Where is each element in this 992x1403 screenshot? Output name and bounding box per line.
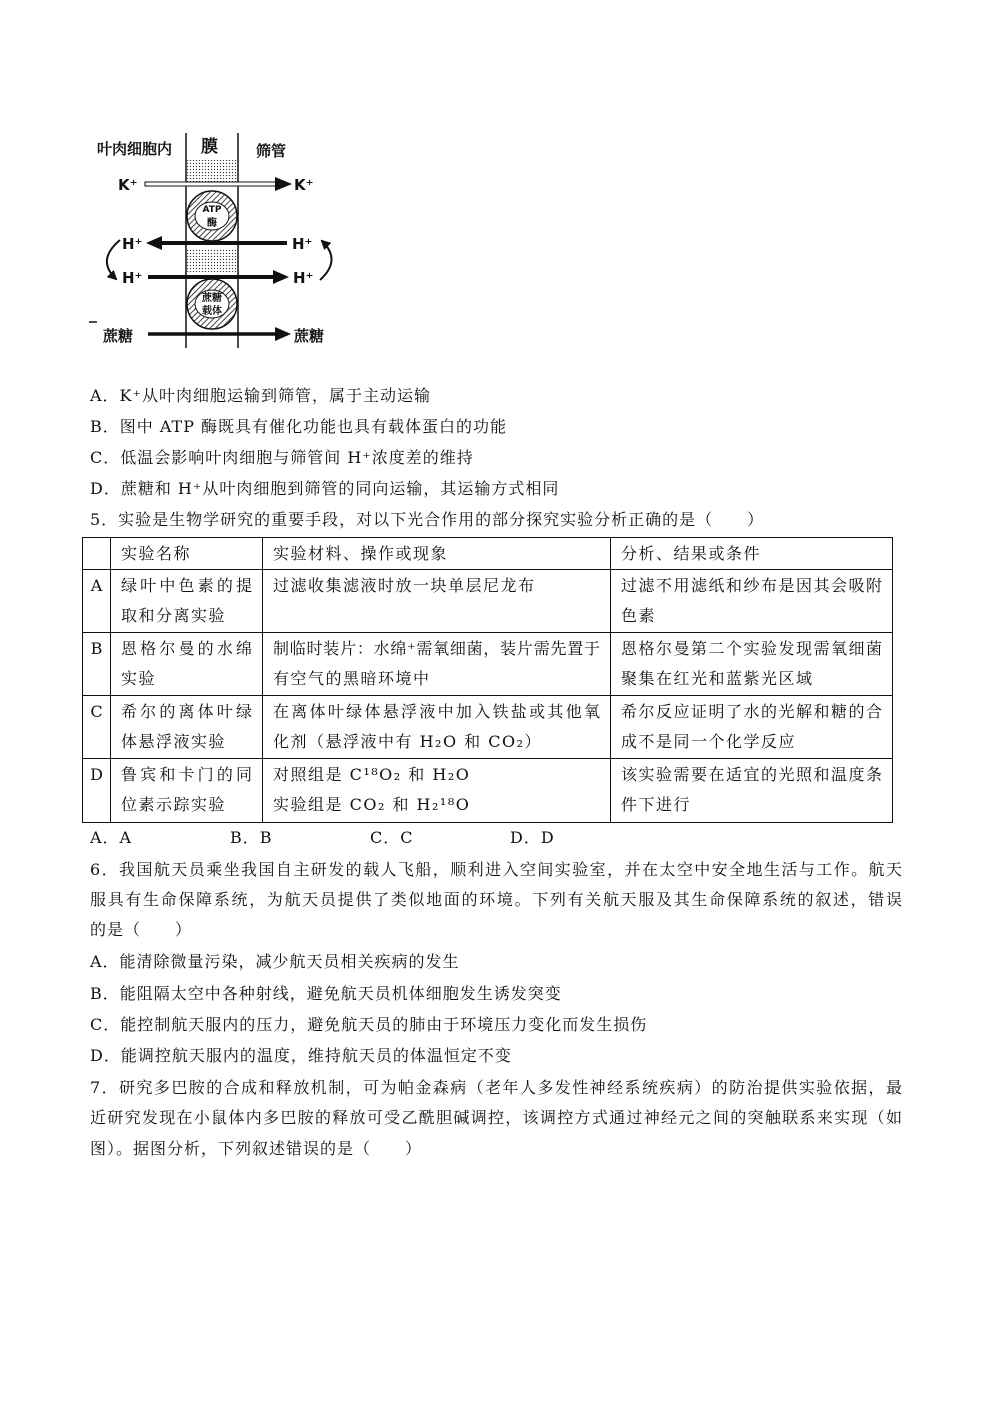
- header-text: 分析、结果或条件: [621, 544, 762, 563]
- header-text: 实验名称: [121, 544, 192, 563]
- k-arrow-shaft: [145, 182, 276, 186]
- h-cycle-right-arrow: [320, 241, 332, 280]
- cell-material: [263, 759, 611, 823]
- cell-line: 希尔的离体叶绿: [121, 702, 252, 721]
- q5-option-b: B．B: [230, 828, 273, 847]
- carrier-label-line2: 载体: [202, 306, 222, 317]
- carrier-label-line1: 蔗糖: [202, 293, 222, 304]
- header-cell-analysis: [611, 538, 893, 570]
- cell-line: 绿叶中色素的提: [121, 576, 252, 595]
- h-arrow-lower-head: [273, 270, 289, 284]
- q6-stem-line: 的是（ ）: [90, 920, 193, 939]
- cell-line: 件下进行: [621, 795, 692, 814]
- membrane-label: 膜: [201, 137, 218, 157]
- q7-stem-line: 近研究发现在小鼠体内多巴胺的释放可受乙酰胆碱调控，该调控方式通过神经元之间的突触联系来实现（如: [90, 1108, 902, 1127]
- sucrose-arrow-head: [275, 327, 291, 341]
- q4-option-d: D．蔗糖和 H⁺从叶肉细胞到筛管的同向运输，其运输方式相同: [90, 479, 560, 498]
- row-label: D: [83, 759, 111, 823]
- cell-line: 过滤不用滤纸和纱布是因其会吸附: [621, 576, 882, 595]
- cell-line: 取和分离实验: [121, 606, 227, 625]
- h-ion-lower-left: H⁺: [122, 269, 143, 287]
- mesophyll-label: 叶肉细胞内: [97, 140, 173, 158]
- table-row: [83, 570, 893, 633]
- sucrose-right: 蔗糖: [294, 327, 325, 345]
- header-cell-blank: [83, 538, 111, 570]
- h-ion-lower-right: H⁺: [293, 269, 314, 287]
- cell-line: 有空气的黑暗环境中: [273, 669, 431, 688]
- cell-line: 在离体叶绿体悬浮液中加入铁盐或其他氧: [273, 702, 600, 721]
- q6-option-a: A．能清除微量污染，减少航天员相关疾病的发生: [90, 952, 460, 971]
- h-arrow-upper-head: [146, 236, 162, 250]
- row-label: C: [83, 696, 111, 759]
- row-label: A: [83, 570, 111, 633]
- cell-name: [111, 696, 263, 759]
- q4-option-b: B．图中 ATP 酶既具有催化功能也具有载体蛋白的功能: [90, 417, 508, 436]
- q4-option-a: A．K⁺从叶肉细胞运输到筛管，属于主动运输: [90, 386, 431, 405]
- table-row: [83, 696, 893, 759]
- cell-analysis: [611, 570, 893, 633]
- cell-line: 制临时装片：水绵⁺需氧细菌，装片需先置于: [273, 639, 600, 658]
- cell-material: [263, 696, 611, 759]
- q5-option-c: C．C: [370, 828, 414, 847]
- cell-analysis: [611, 696, 893, 759]
- k-ion-right: K⁺: [294, 176, 314, 194]
- cell-line: 希尔反应证明了水的光解和糖的合: [621, 702, 882, 721]
- cell-analysis: [611, 759, 893, 823]
- cell-name: [111, 570, 263, 633]
- q4-option-c: C．低温会影响叶肉细胞与筛管间 H⁺浓度差的维持: [90, 448, 474, 467]
- header-cell-material: [263, 538, 611, 570]
- row-label: B: [83, 633, 111, 696]
- cell-material: [263, 570, 611, 633]
- atpase-label-line1: ATP: [202, 205, 222, 215]
- cell-line: 该实验需要在适宜的光照和温度条: [621, 765, 882, 784]
- h-ion-upper-right: H⁺: [292, 235, 313, 253]
- cell-line: 成不是同一个化学反应: [621, 732, 797, 751]
- cell-name: [111, 759, 263, 823]
- cell-line: 恩格尔曼第二个实验发现需氧细菌: [621, 639, 882, 658]
- k-arrow-head: [275, 177, 292, 191]
- q6-stem-line: 服具有生命保障系统，为航天员提供了类似地面的环境。下列有关航天服及其生命保障系统的叙述，错误: [90, 890, 902, 909]
- cell-line: 实验组是 CO₂ 和 H₂¹⁸O: [273, 795, 471, 814]
- h-ion-upper-left: H⁺: [122, 235, 143, 253]
- h-cycle-left-arrow: [107, 240, 120, 279]
- cell-line: 位素示踪实验: [121, 795, 227, 814]
- header-text: 实验材料、操作或现象: [273, 544, 449, 563]
- table-header-row: [83, 538, 893, 570]
- cell-line: 过滤收集滤液时放一块单层尼龙布: [273, 576, 536, 595]
- membrane-stipple-upper: [187, 160, 237, 182]
- sieve-tube-label: 筛管: [256, 142, 287, 160]
- q6-option-d: D．能调控航天服内的温度，维持航天员的体温恒定不变: [90, 1046, 512, 1065]
- table-row: [83, 759, 893, 823]
- k-ion-left: K⁺: [118, 176, 138, 194]
- q5-option-a: A．A: [90, 828, 133, 847]
- experiment-table: [82, 537, 893, 823]
- q6-stem-line: 6．我国航天员乘坐我国自主研发的载人飞船，顺利进入空间实验室，并在太空中安全地生活与工作。航天: [90, 860, 902, 879]
- cell-line: 鲁宾和卡门的同: [121, 765, 252, 784]
- q6-option-b: B．能阻隔太空中各种射线，避免航天员机体细胞发生诱发突变: [90, 984, 562, 1003]
- cell-line: 恩格尔曼的水绵: [121, 639, 252, 658]
- q7-stem-line: 图）。据图分析，下列叙述错误的是（ ）: [90, 1139, 423, 1158]
- cell-name: [111, 633, 263, 696]
- cell-line: 对照组是 C¹⁸O₂ 和 H₂O: [273, 765, 471, 784]
- membrane-stipple-middle: [187, 248, 237, 272]
- cell-line: 实验: [121, 669, 157, 688]
- q5-stem: 5．实验是生物学研究的重要手段，对以下光合作用的部分探究实验分析正确的是（ ）: [90, 510, 765, 529]
- cell-analysis: [611, 633, 893, 696]
- cell-line: 聚集在红光和蓝紫光区域: [621, 669, 814, 688]
- cell-material: [263, 633, 611, 696]
- sucrose-left: 蔗糖: [103, 327, 134, 345]
- cell-line: 色素: [621, 606, 657, 625]
- cell-line: 体悬浮液实验: [121, 732, 227, 751]
- q6-option-c: C．能控制航天服内的压力，避免航天员的肺由于环境压力变化而发生损伤: [90, 1015, 648, 1034]
- atpase-label-line2: 酶: [207, 218, 217, 229]
- membrane-transport-diagram: [85, 128, 345, 353]
- header-cell-name: [111, 538, 263, 570]
- q5-option-d: D．D: [510, 828, 555, 847]
- cell-line: 化剂（悬浮液中有 H₂O 和 CO₂）: [273, 732, 543, 751]
- table-row: [83, 633, 893, 696]
- q7-stem-line: 7．研究多巴胺的合成和释放机制，可为帕金森病（老年人多发性神经系统疾病）的防治提供实验依据，最: [90, 1078, 902, 1097]
